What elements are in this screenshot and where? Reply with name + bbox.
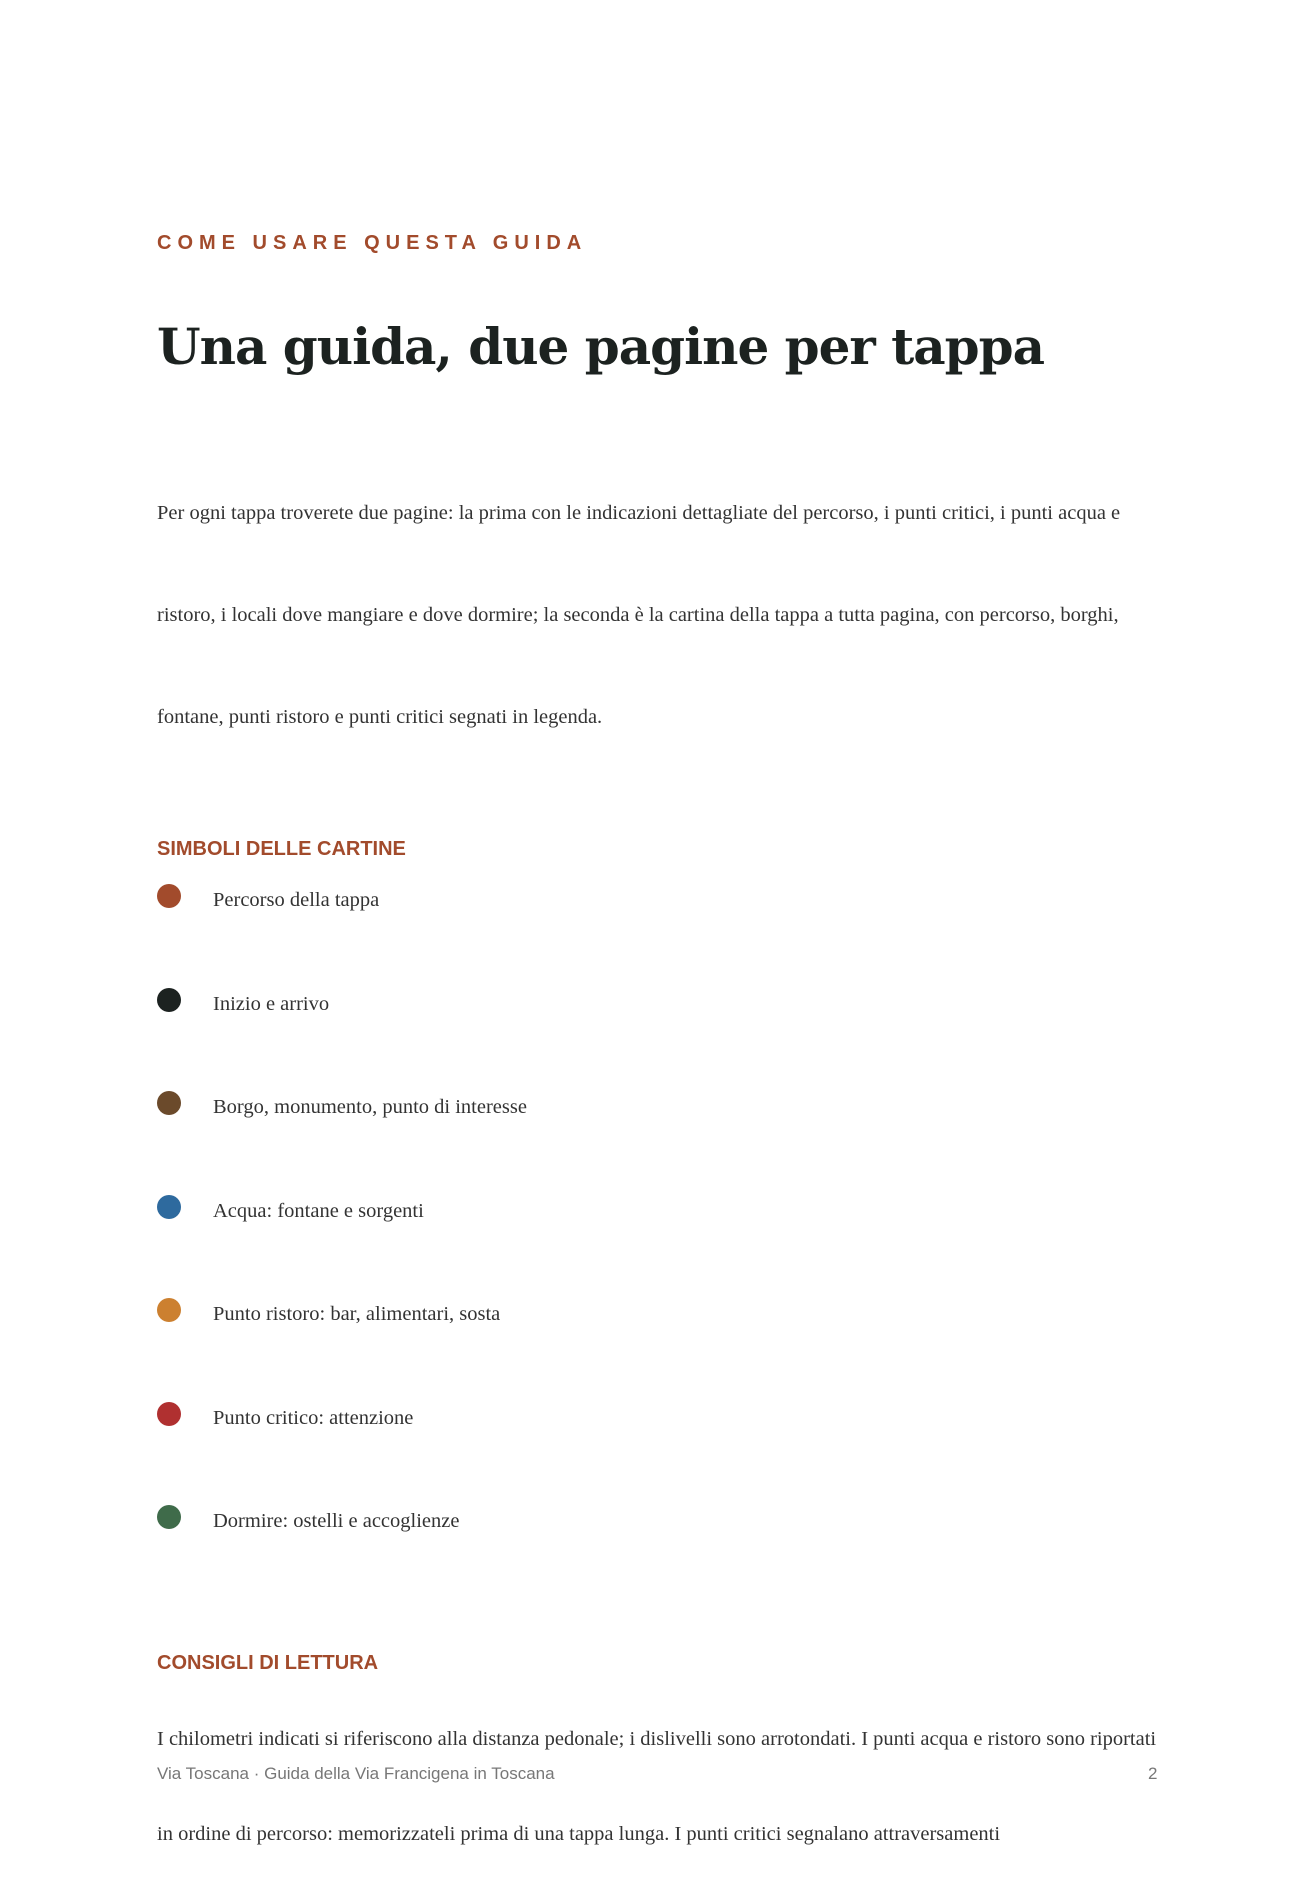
tips-heading: CONSIGLI DI LETTURA [157, 1652, 379, 1674]
legend-label: Punto critico: attenzione [213, 1406, 414, 1429]
intro-paragraph: Per ogni tappa troverete due pagine: la prima con le indicazioni dettagliate del percorso, i punti critici, i punti acqua e ristoro, i locali dove mangiare e dove dormire; la seconda è la cartina della tappa a tutta pagina, con percorso, borghi, fontane, punti ristoro e punti critici segnati in legenda. [157, 502, 1121, 728]
legend-label: Acqua: fontane e sorgenti [213, 1199, 424, 1222]
page-number: 2 [1148, 1764, 1158, 1783]
tips-paragraph: I chilometri indicati si riferiscono alla distanza pedonale; i dislivelli sono arrotondati. I punti acqua e ristoro sono riportati in ordine di percorso: memorizzateli prima di una tappa lunga. I punti critici segnalano attraversamenti [157, 1728, 1157, 1845]
water-dot-icon [157, 1195, 181, 1219]
section-eyebrow: COME USARE QUESTA GUIDA [157, 232, 588, 254]
start-end-dot-icon [157, 988, 181, 1012]
sleep-dot-icon [157, 1505, 181, 1529]
route-dot-icon [157, 884, 181, 908]
page-title: Una guida, due pagine per tappa [157, 317, 1044, 376]
refreshment-dot-icon [157, 1298, 181, 1322]
legend-label: Dormire: ostelli e accoglienze [213, 1510, 460, 1532]
legend-label: Borgo, monumento, punto di interesse [213, 1096, 527, 1118]
critical-dot-icon [157, 1402, 181, 1426]
legend-label: Punto ristoro: bar, alimentari, sosta [213, 1303, 501, 1325]
village-dot-icon [157, 1091, 181, 1115]
legend-heading: SIMBOLI DELLE CARTINE [157, 838, 406, 860]
legend-label: Percorso della tappa [213, 889, 380, 911]
legend-label: Inizio e arrivo [213, 992, 330, 1015]
footer-title: Via Toscana · Guida della Via Francigena in Toscana [157, 1764, 555, 1783]
